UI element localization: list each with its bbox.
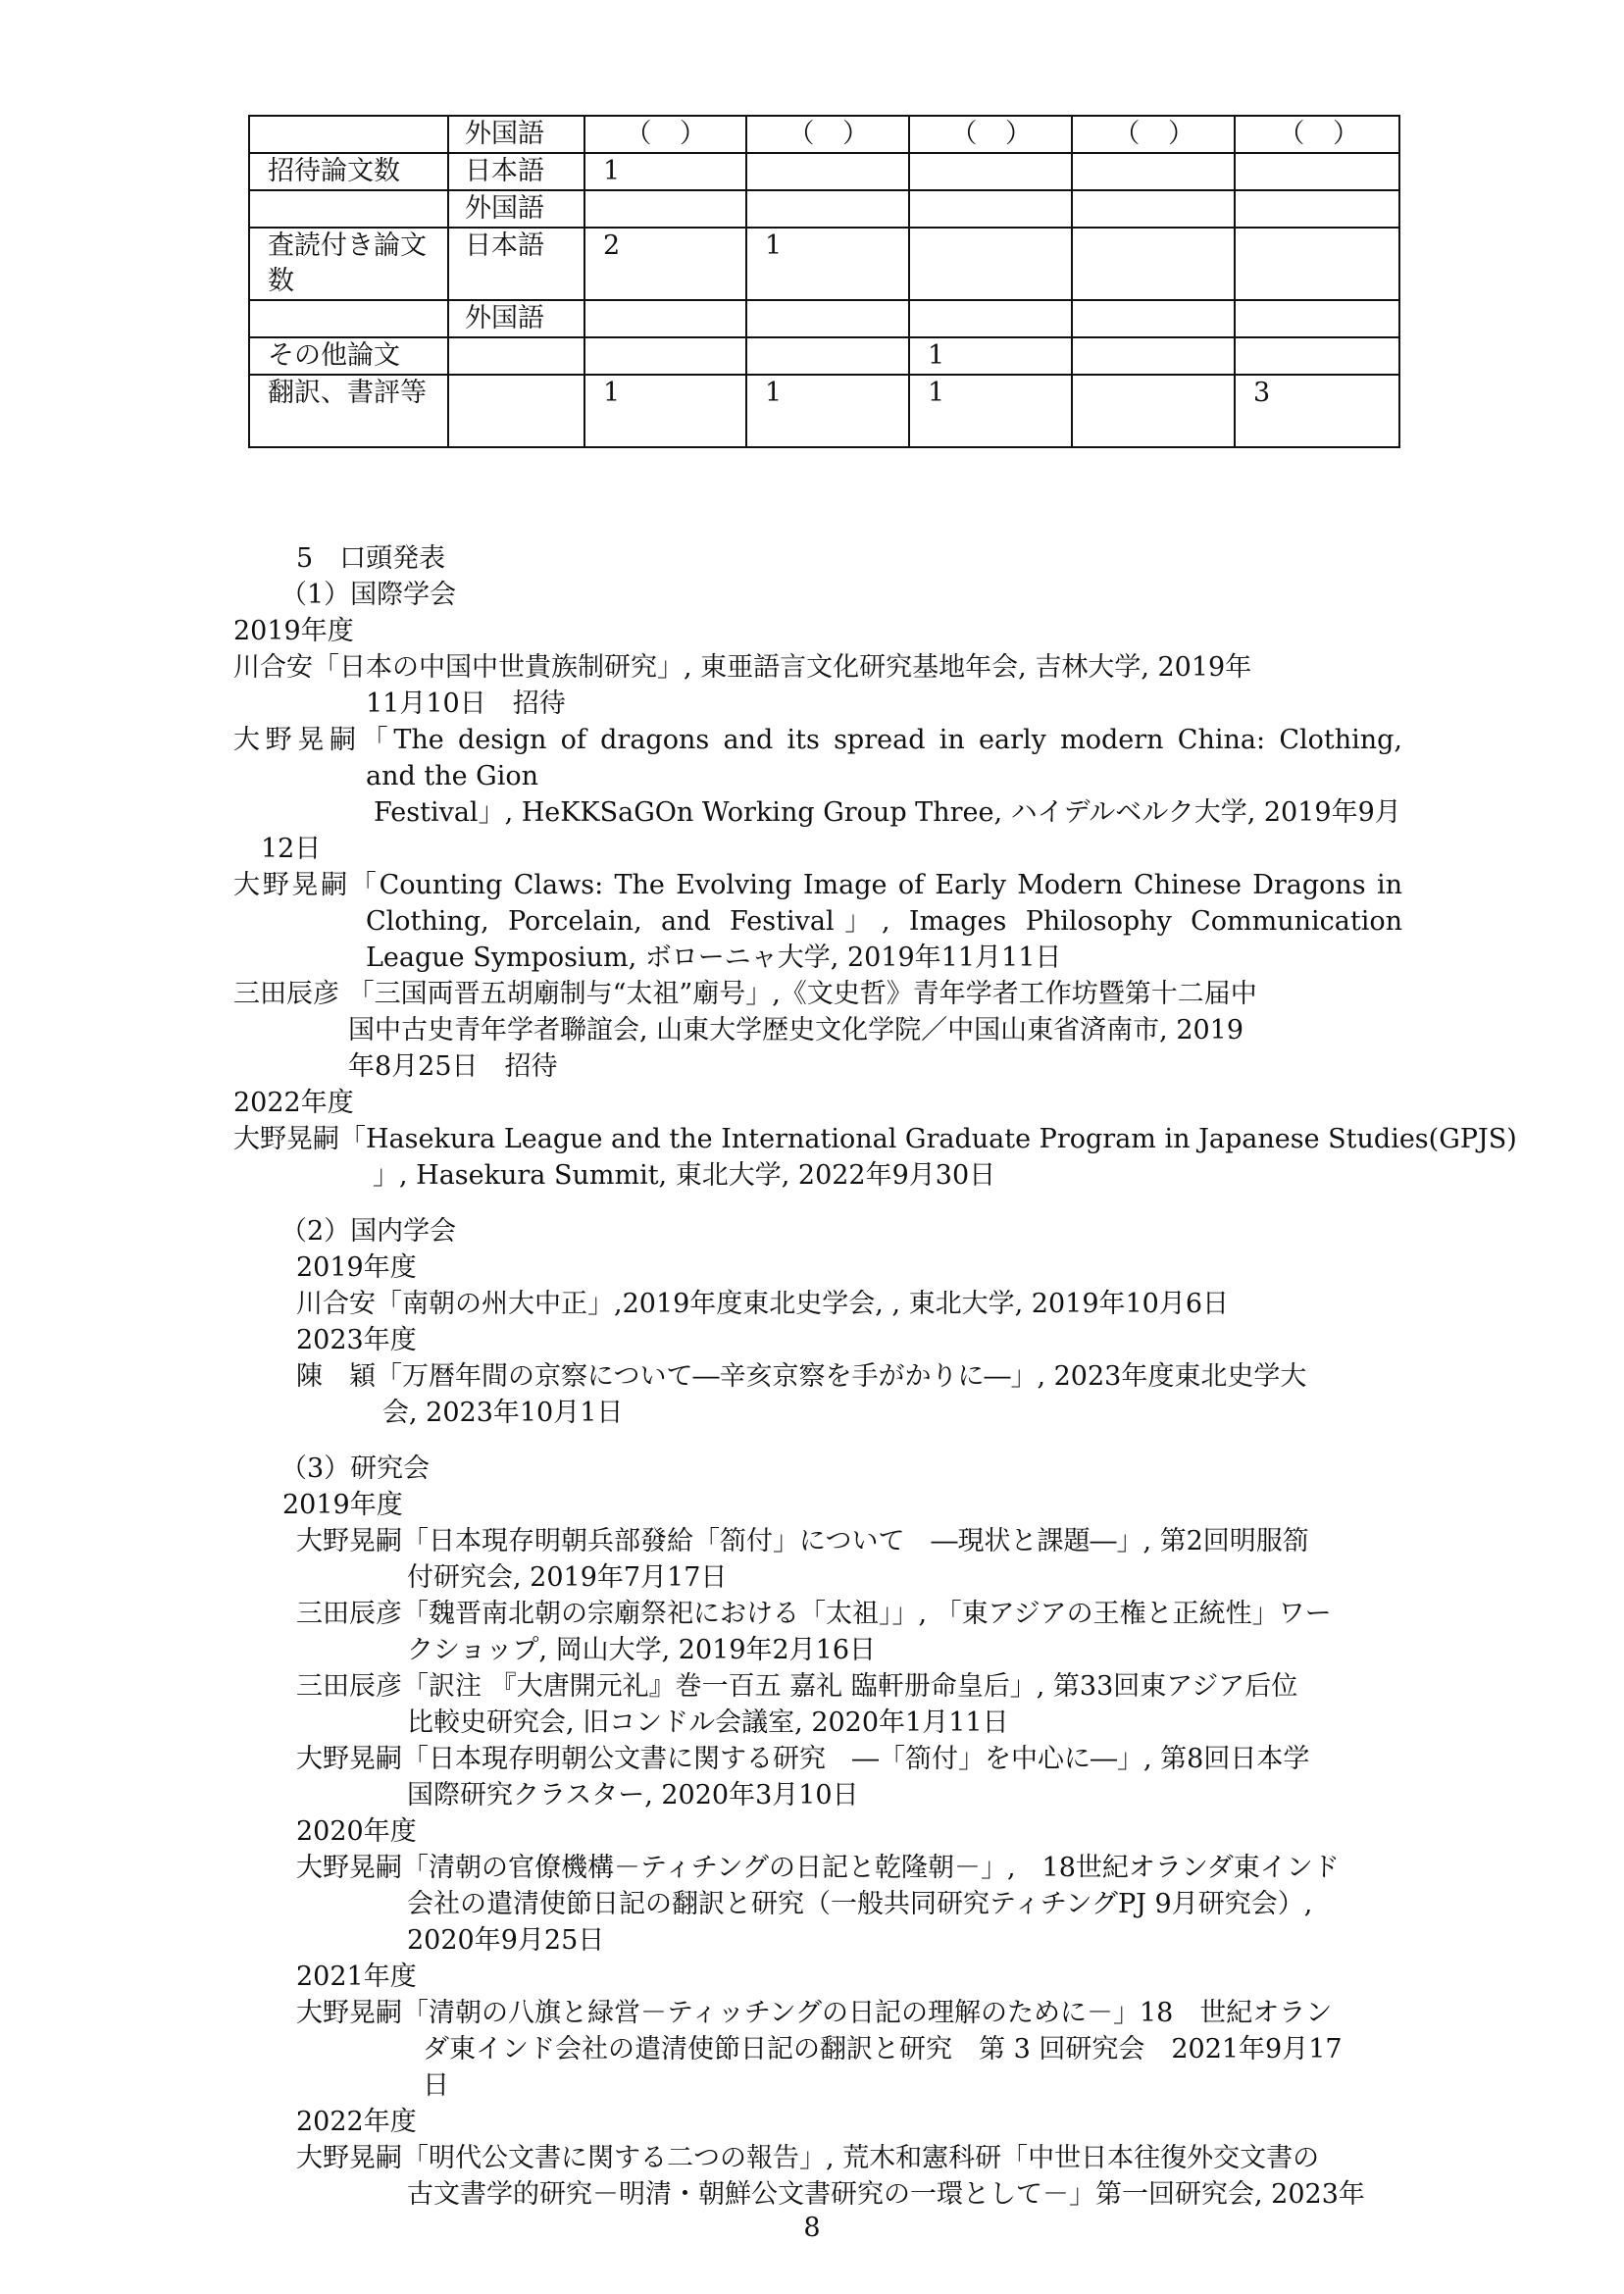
presentation-entry: 大野晃嗣「日本現存明朝公文書に関する研究 ―「箚付」を中心に―」, 第8回日本学 国際研究クラスター, 2020年3月10日 — [296, 1744, 1310, 1810]
table-row — [249, 337, 1399, 375]
count-cell — [1235, 190, 1399, 228]
presentation-entry: 三田辰彦「魏晋南北朝の宗廟祭祀における「太祖」」, 「東アジアの王権と正統性」ワー クショップ, 岡山大学, 2019年2月16日 — [296, 1599, 1332, 1665]
table-row — [249, 300, 1399, 337]
row-label: 査読付き論文数 — [249, 228, 448, 300]
presentation-entry: 三田辰彦「訳注 『大唐開元礼』巻一百五 嘉礼 臨軒册命皇后」, 第33回東アジア后位 比較史研究会, 旧コンドル会議室, 2020年1月11日 — [296, 1671, 1298, 1738]
count-cell: （ ） — [1072, 116, 1235, 153]
count-cell: 1 — [584, 153, 746, 190]
table-row — [249, 228, 1399, 300]
count-cell: （ ） — [584, 116, 746, 153]
page-number: 8 — [803, 2213, 821, 2243]
language-cell — [448, 337, 584, 375]
count-cell — [746, 190, 909, 228]
count-cell — [1235, 228, 1399, 300]
count-cell — [746, 300, 909, 337]
language-cell: 外国語 — [448, 116, 584, 153]
year-label: 2019年度 — [282, 1490, 403, 1520]
table-row — [249, 190, 1399, 228]
presentation-entry: 三田辰彦 「三国両晋五胡廟制与“太祖”廟号」,《文史哲》青年学者工作坊暨第十二届中 国中古史青年学者聯誼会, 山東大学歴史文化学院／中国山東省済南市, 2019 年8月25日 招待 — [233, 979, 1257, 1082]
year-label: 2019年度 — [233, 616, 354, 646]
language-cell: 外国語 — [448, 300, 584, 337]
publication-stats-table — [248, 115, 1400, 448]
presentation-entry: 川合安「日本の中国中世貴族制研究」, 東亜語言文化研究基地年会, 吉林大学, 2019年 11月10日 招待 — [233, 652, 1252, 719]
year-label: 2019年度 — [296, 1252, 417, 1283]
count-cell — [1235, 153, 1399, 190]
count-cell — [584, 300, 746, 337]
row-label — [249, 116, 448, 153]
count-cell: 2 — [584, 228, 746, 300]
presentation-entry: 川合安「南朝の州大中正」,2019年度東北史学会, , 東北大学, 2019年10月6日 — [296, 1289, 1230, 1319]
count-cell: 1 — [909, 375, 1072, 447]
year-label: 2020年度 — [296, 1816, 417, 1847]
presentation-entry: 大野晃嗣「The design of dragons and its spread in early modern China: Clothing, and the Gion Festival」, HeKKSaGOn Working Group Three, ハイデルベルク大学, 2019年9月 12日 — [233, 725, 1402, 864]
count-cell — [909, 190, 1072, 228]
count-cell — [1072, 190, 1235, 228]
count-cell: 1 — [584, 375, 746, 447]
row-label — [249, 300, 448, 337]
row-label: 翻訳、書評等 — [249, 375, 448, 447]
subsection-heading-international: （1）国際学会 — [280, 580, 457, 610]
section-heading: 5 口頭発表 — [296, 543, 446, 574]
row-label — [249, 190, 448, 228]
count-cell — [909, 153, 1072, 190]
presentation-entry: 陳 穎「万暦年間の京察について―辛亥京察を手がかりに―」, 2023年度東北史学大 会, 2023年10月1日 — [296, 1361, 1307, 1428]
count-cell — [584, 190, 746, 228]
year-label: 2022年度 — [233, 1088, 354, 1118]
row-label: その他論文 — [249, 337, 448, 375]
subsection-heading-workshop: （3）研究会 — [280, 1453, 431, 1484]
count-cell: 1 — [909, 337, 1072, 375]
count-cell — [1072, 300, 1235, 337]
count-cell: （ ） — [1235, 116, 1399, 153]
count-cell — [1235, 300, 1399, 337]
presentation-entry: 大野晃嗣「Hasekura League and the International Graduate Program in Japanese Studies(GPJS) 」, Hasekura Summit, 東北大学, 2022年9月30日 — [233, 1124, 1517, 1191]
count-cell: （ ） — [909, 116, 1072, 153]
count-cell: 1 — [746, 375, 909, 447]
count-cell — [1072, 337, 1235, 375]
language-cell: 日本語 — [448, 228, 584, 300]
row-label: 招待論文数 — [249, 153, 448, 190]
table-row — [249, 153, 1399, 190]
year-label: 2022年度 — [296, 2107, 417, 2137]
count-cell — [1072, 375, 1235, 447]
presentation-entry: 大野晃嗣「日本現存明朝兵部發給「箚付」について ―現状と課題―」, 第2回明服箚 付研究会, 2019年7月17日 — [296, 1526, 1309, 1593]
count-cell — [584, 337, 746, 375]
language-cell: 日本語 — [448, 153, 584, 190]
count-cell — [746, 337, 909, 375]
count-cell — [1235, 337, 1399, 375]
count-cell — [909, 300, 1072, 337]
year-label: 2023年度 — [296, 1325, 417, 1355]
count-cell: 1 — [746, 228, 909, 300]
count-cell — [909, 228, 1072, 300]
presentation-entry: 大野晃嗣「清朝の官僚機構－ティチングの日記と乾隆朝－」, 18世紀オランダ東インド 会社の遣清使節日記の翻訳と研究（一般共同研究ティチングPJ 9月研究会）, 2020年9月25日 — [296, 1853, 1340, 1956]
count-cell — [1072, 228, 1235, 300]
count-cell: 3 — [1235, 375, 1399, 447]
count-cell — [746, 153, 909, 190]
presentation-entry: 大野晃嗣「Counting Claws: The Evolving Image of Early Modern Chinese Dragons in Clothing, Porcelain, and Festival」, Images Philosophy Communication League Symposium, ボローニャ大学, 2019年11月11日 — [233, 870, 1402, 973]
language-cell — [448, 375, 584, 447]
language-cell: 外国語 — [448, 190, 584, 228]
presentation-entry: 大野晃嗣「明代公文書に関する二つの報告」, 荒木和憲科研「中世日本往復外交文書の 古文書学的研究－明清・朝鮮公文書研究の一環として－」第一回研究会, 2023年 — [296, 2143, 1365, 2210]
table-row — [249, 375, 1399, 447]
presentation-entry: 大野晃嗣「清朝の八旗と緑営－ティッチングの日記の理解のために－」18 世紀オラン ダ東インド会社の遣清使節日記の翻訳と研究 第 3 回研究会 2021年9月17 日 — [296, 1998, 1343, 2101]
subsection-heading-domestic: （2）国内学会 — [280, 1216, 457, 1247]
count-cell — [1072, 153, 1235, 190]
table-row — [249, 116, 1399, 153]
year-label: 2021年度 — [296, 1962, 417, 1992]
count-cell: （ ） — [746, 116, 909, 153]
